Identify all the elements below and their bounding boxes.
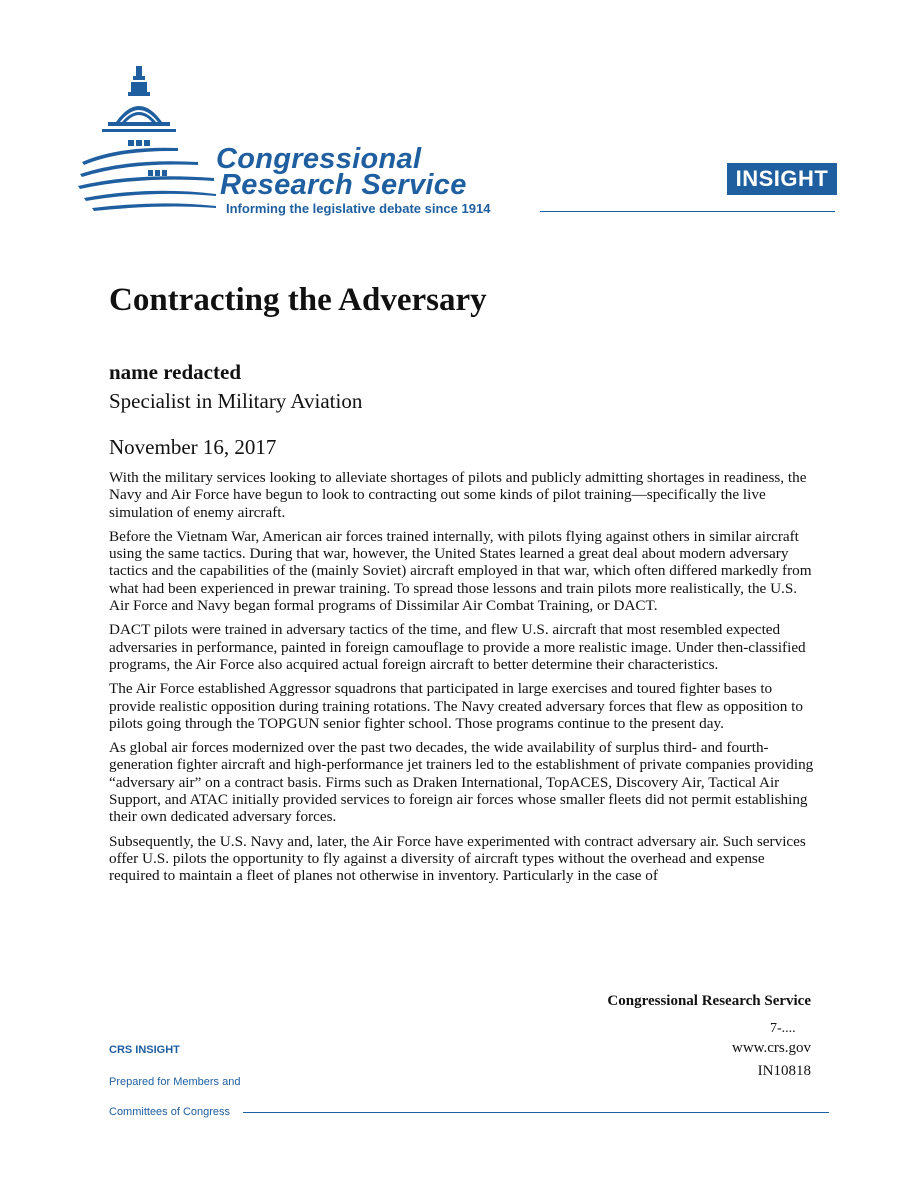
- author-role: Specialist in Military Aviation: [109, 389, 363, 413]
- footer-report-id: IN10818: [757, 1063, 811, 1079]
- insight-badge: INSIGHT: [727, 163, 837, 195]
- brand-name-line1: Congressional: [216, 143, 422, 175]
- article-body: [109, 469, 814, 892]
- paragraph: As global air forces modernized over the past two decades, the wide availability of surplus third- and fourth-generation fighter aircraft and high-performance jet trainers led to the establishment of private companies providing “adversary air” on a contract basis. Firms such as Draken International, TopACES, Discovery Air, Tactical Air Support, and ATAC initially provided services to foreign air forces whose smaller fleets did not permit establishing their own dedicated adversary forces.: [109, 739, 814, 826]
- capitol-dome-icon: [78, 62, 218, 222]
- paragraph: DACT pilots were trained in adversary tactics of the time, and flew U.S. aircraft that most resembled expected adversaries in performance, painted in foreign camouflage to provide a more realistic image. Under then-classified programs, the Air Force also acquired actual foreign aircraft to better determine their characteristics.: [109, 621, 806, 673]
- paragraph: With the military services looking to alleviate shortages of pilots and publicly admitting shortages in readiness, the Navy and Air Force have begun to look to contracting out some kinds of pilot training—specifically the live simulation of enemy aircraft.: [109, 469, 807, 521]
- footer-rule: [243, 1112, 829, 1113]
- footer-website-link[interactable]: www.crs.gov: [731, 1040, 811, 1056]
- footer-org-name: Congressional Research Service: [607, 993, 811, 1009]
- author-name: name redacted: [109, 360, 241, 384]
- page-title: Contracting the Adversary: [109, 282, 487, 318]
- paragraph: Subsequently, the U.S. Navy and, later, the Air Force have experimented with contract adversary air. Such services offer U.S. pilots the opportunity to fly against a diversity of aircraft types without the overhead and expense required to maintain a fleet of planes not otherwise in inventory. Particularly in the case of: [109, 832, 806, 885]
- header-rule: [540, 211, 835, 212]
- prepared-for-line1: Prepared for Members and: [109, 1076, 241, 1088]
- footer-number: 7-....: [770, 1021, 796, 1036]
- paragraph: Before the Vietnam War, American air forces trained internally, with pilots flying against others in similar aircraft using the same tactics. During that war, however, the United States learned a great deal about modern adversary tactics and the capabilities of the (mainly Soviet) aircraft employed in that war, which often differed markedly from what had been experienced in prewar training. To spread those lessons and train pilots more realistically, the U.S. Air Force and Navy began formal programs of Dissimilar Air Combat Training, or DACT.: [109, 527, 812, 615]
- paragraph: The Air Force established Aggressor squadrons that participated in large exercises and toured fighter bases to provide realistic opposition during training rotations. The Navy created adversary forces that flew as opposition to pilots going through the TOPGUN senior fighter school. Those programs continue to the present day.: [109, 680, 803, 732]
- prepared-for-line2: Committees of Congress: [109, 1106, 231, 1118]
- crs-logo: [78, 62, 548, 222]
- crs-insight-label: CRS INSIGHT: [109, 1044, 180, 1056]
- brand-name-line2: Research Service: [220, 169, 467, 201]
- brand-tagline: Informing the legislative debate since 1914: [226, 201, 491, 216]
- publication-date: November 16, 2017: [109, 435, 277, 459]
